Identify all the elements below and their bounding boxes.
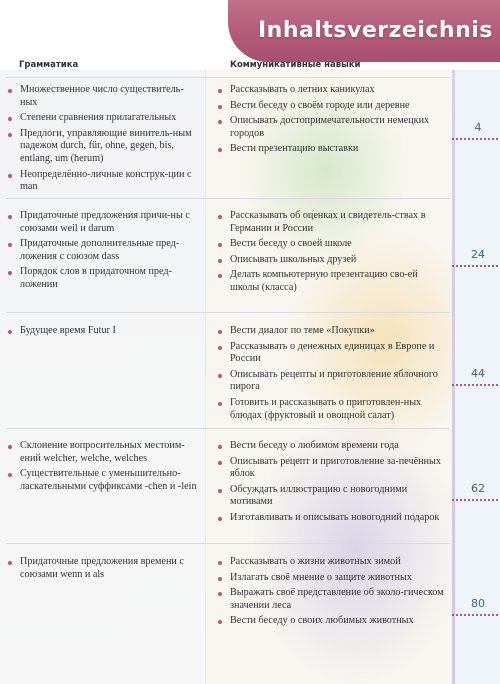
skill-item bbox=[218, 210, 448, 235]
page-number-link[interactable]: 4 bbox=[474, 121, 482, 134]
column-divider bbox=[205, 70, 206, 684]
bullet-icon bbox=[218, 577, 222, 581]
grammar-list bbox=[8, 556, 198, 584]
skill-item bbox=[218, 143, 448, 156]
skill-item-text: Рассказывать об оценках и свидетель-ствах в Германии и России bbox=[230, 210, 426, 234]
bullet-icon bbox=[218, 445, 222, 449]
bullet-icon bbox=[8, 133, 12, 137]
grammar-item bbox=[8, 238, 198, 263]
skill-item-text: Рассказывать о жизни животных зимой bbox=[230, 556, 401, 567]
bullet-icon bbox=[218, 330, 222, 334]
skill-item bbox=[218, 341, 448, 366]
bullet-icon bbox=[218, 620, 222, 624]
bullet-icon bbox=[8, 330, 12, 334]
grammar-list bbox=[8, 210, 198, 295]
skill-item bbox=[218, 456, 448, 481]
bullet-icon bbox=[218, 148, 222, 152]
grammar-item-text: Склонение вопросительных местоим-ений welcher, welche, welches bbox=[20, 440, 185, 464]
skills-list bbox=[218, 84, 448, 159]
dotted-leader bbox=[452, 265, 498, 267]
grammar-item bbox=[8, 325, 198, 338]
bullet-icon bbox=[218, 89, 222, 93]
skill-item bbox=[218, 84, 448, 97]
grammar-item bbox=[8, 112, 198, 125]
section-divider bbox=[6, 543, 450, 544]
skill-item-text: Рассказывать о летних каникулах bbox=[230, 84, 375, 95]
skill-item bbox=[218, 100, 448, 113]
bullet-icon bbox=[8, 117, 12, 121]
dotted-leader bbox=[452, 138, 498, 140]
bullet-icon bbox=[218, 243, 222, 247]
skill-item-text: Выражать своё представление об эколо-гическом значении леса bbox=[230, 587, 444, 611]
skill-item-text: Делать компьютерную презентацию сво-ей школы (класса) bbox=[230, 269, 418, 293]
skill-item-text: Излагать своё мнение о защите животных bbox=[230, 571, 412, 583]
grammar-item bbox=[8, 440, 198, 465]
skill-item bbox=[218, 397, 448, 422]
grammar-list bbox=[8, 440, 198, 496]
dotted-leader bbox=[452, 614, 498, 616]
skills-column-header: Коммуникативные навыки bbox=[230, 60, 361, 70]
skill-item-text: Вести презентацию выставки bbox=[230, 143, 359, 155]
grammar-item bbox=[8, 556, 198, 581]
skill-item-text: Вести беседу о своих любимых животных bbox=[230, 615, 414, 627]
skill-item bbox=[218, 572, 448, 585]
skill-item-text: Описывать рецепты и приготовление яблочного пирога bbox=[230, 368, 438, 393]
bullet-icon bbox=[218, 489, 222, 493]
grammar-item bbox=[8, 84, 198, 109]
bullet-icon bbox=[8, 473, 12, 477]
grammar-item bbox=[8, 128, 198, 166]
bullet-icon bbox=[8, 445, 12, 449]
grammar-item-text: Степени сравнения прилагательных bbox=[20, 112, 177, 124]
grammar-item-text: Придаточные предложения причи-ны с союзами weil и darum bbox=[20, 210, 190, 234]
page-number-link[interactable]: 24 bbox=[471, 248, 485, 261]
bullet-icon bbox=[218, 346, 222, 350]
bullet-icon bbox=[8, 561, 12, 565]
bullet-icon bbox=[218, 215, 222, 219]
grammar-item-text: Предлоги, управляющие винитель-ным падежом durch, für, ohne, gegen, bis, entlang, um (herum) bbox=[20, 127, 192, 164]
bullet-icon bbox=[218, 592, 222, 596]
bullet-icon bbox=[218, 374, 222, 378]
skill-item-text: Вести беседу о своём городе или деревне bbox=[230, 99, 410, 111]
skill-item bbox=[218, 369, 448, 394]
grammar-item-text: Порядок слов в придаточном пред-ложении bbox=[20, 266, 172, 290]
grammar-list bbox=[8, 325, 198, 341]
bullet-icon bbox=[218, 105, 222, 109]
grammar-item bbox=[8, 169, 198, 194]
dotted-leader bbox=[452, 499, 498, 501]
section-divider bbox=[6, 312, 450, 313]
grammar-item-text: Придаточные дополнительные пред-ложения с союзом dass bbox=[20, 238, 180, 262]
grammar-item-text: Множественное число существитель-ных bbox=[20, 84, 184, 108]
section-divider bbox=[6, 428, 450, 429]
skill-item bbox=[218, 269, 448, 294]
skills-list bbox=[218, 440, 448, 528]
skill-item-text: Вести беседу о своей школе bbox=[230, 238, 352, 250]
bullet-icon bbox=[8, 271, 12, 275]
skill-item-text: Вести диалог по теме «Покупки» bbox=[230, 325, 375, 336]
bullet-icon bbox=[218, 259, 222, 263]
skill-item-text: Описывать школьных друзей bbox=[230, 253, 357, 265]
bullet-icon bbox=[218, 274, 222, 278]
skill-item bbox=[218, 512, 448, 525]
dotted-leader bbox=[452, 384, 498, 386]
grammar-column-header: Грамматика bbox=[19, 60, 79, 70]
skill-item bbox=[218, 115, 448, 140]
bullet-icon bbox=[218, 461, 222, 465]
section-divider bbox=[6, 198, 450, 199]
grammar-item bbox=[8, 266, 198, 291]
skill-item-text: Рассказывать о денежных единицах в Европе и России bbox=[230, 340, 435, 365]
skills-list bbox=[218, 325, 448, 425]
grammar-item-text: Неопределённо-личные конструк-ции с man bbox=[20, 168, 192, 193]
bullet-icon bbox=[8, 174, 12, 178]
bullet-icon bbox=[218, 120, 222, 124]
bullet-icon bbox=[218, 561, 222, 565]
skill-item bbox=[218, 440, 448, 453]
page-number-link[interactable]: 80 bbox=[471, 597, 485, 610]
skill-item-text: Описывать рецепт и приготовление за-печённых яблок bbox=[230, 455, 441, 480]
skill-item bbox=[218, 484, 448, 509]
skill-item bbox=[218, 254, 448, 267]
bullet-icon bbox=[8, 89, 12, 93]
grammar-item-text: Существительные с уменьшительно-ласкательными суффиксами -chen и -lein bbox=[20, 468, 197, 492]
skill-item bbox=[218, 556, 448, 569]
grammar-item-text: Придаточные предложения времени с союзами wenn и als bbox=[20, 556, 184, 580]
skill-item bbox=[218, 238, 448, 251]
grammar-item bbox=[8, 468, 198, 493]
skill-item-text: Изготавливать и описывать новогодний подарок bbox=[230, 511, 440, 523]
skills-list bbox=[218, 556, 448, 631]
skill-item bbox=[218, 615, 448, 628]
page-number-link[interactable]: 44 bbox=[471, 367, 485, 380]
grammar-item-text: Будущее время Futur I bbox=[20, 325, 116, 336]
grammar-list bbox=[8, 84, 198, 197]
page-number-link[interactable]: 62 bbox=[471, 482, 485, 495]
section-divider bbox=[6, 77, 450, 78]
skill-item bbox=[218, 587, 448, 612]
skill-item-text: Описывать достопримечательности немецких городов bbox=[230, 115, 430, 139]
bullet-icon bbox=[8, 215, 12, 219]
bullet-icon bbox=[218, 517, 222, 521]
skills-list bbox=[218, 210, 448, 298]
page-title: Inhaltsverzeichnis bbox=[258, 18, 493, 43]
bullet-icon bbox=[8, 243, 12, 247]
grammar-item bbox=[8, 210, 198, 235]
skill-item-text: Вести беседу о любимом времени года bbox=[230, 440, 399, 451]
skill-item bbox=[218, 325, 448, 338]
skill-item-text: Готовить и рассказывать о приготовлен-ных блюдах (фруктовый и овощной салат) bbox=[230, 396, 422, 421]
bullet-icon bbox=[218, 402, 222, 406]
skill-item-text: Обсуждать иллюстрацию с новогодними мотивами bbox=[230, 483, 408, 508]
